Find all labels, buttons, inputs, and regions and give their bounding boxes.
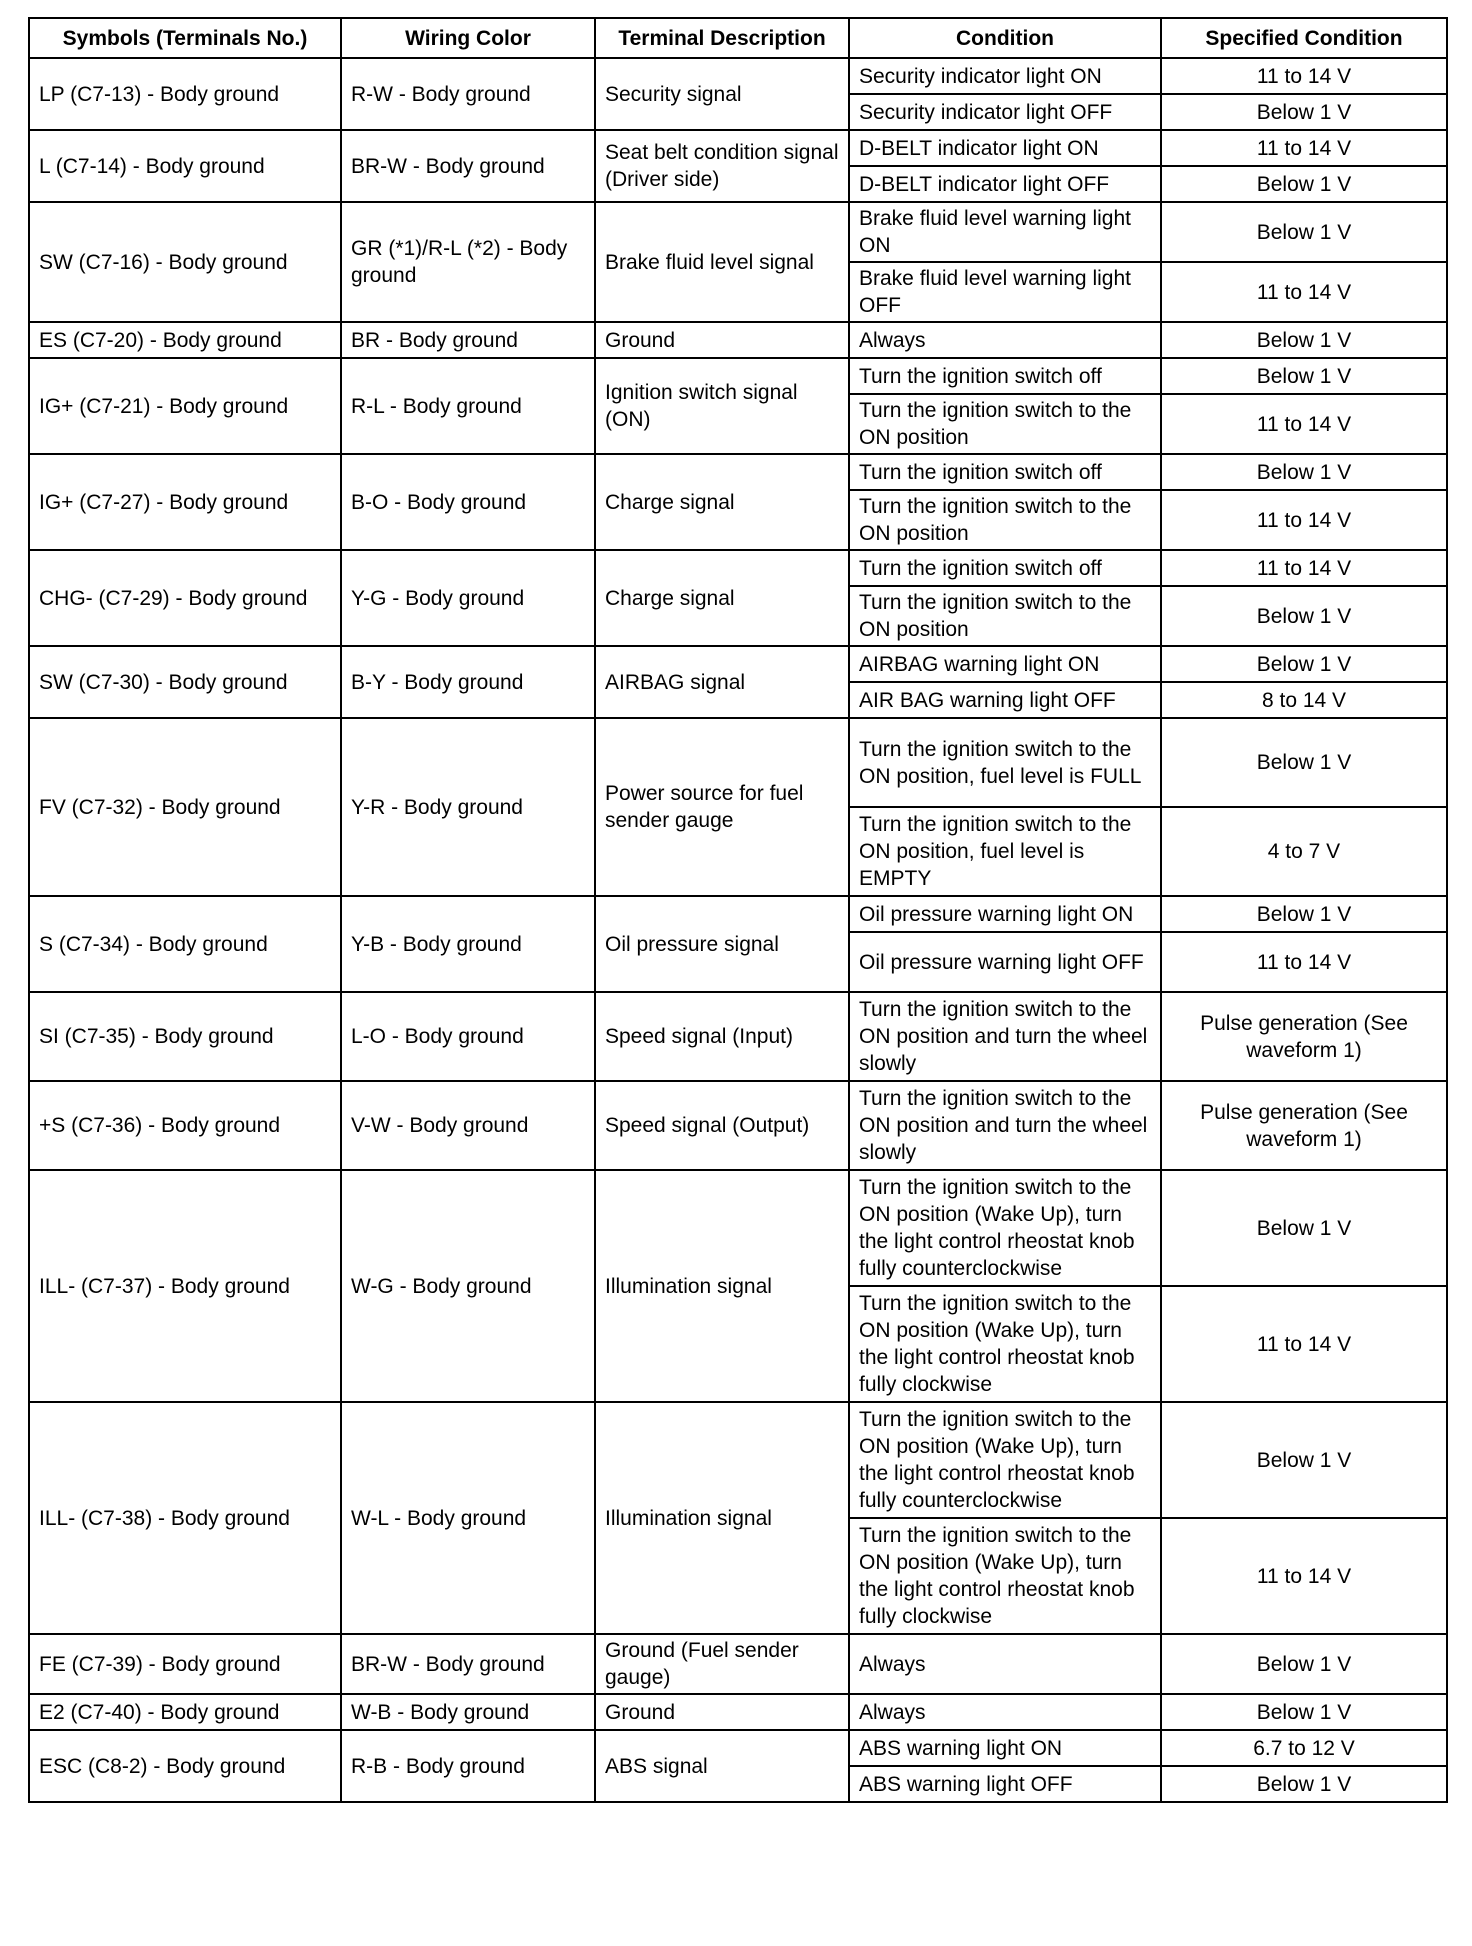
- spec-cell: 8 to 14 V: [1161, 682, 1447, 718]
- condition-cell: Always: [849, 1634, 1161, 1694]
- description-cell: Ignition switch signal (ON): [595, 358, 849, 454]
- spec-cell: Below 1 V: [1161, 718, 1447, 807]
- description-cell: Illumination signal: [595, 1402, 849, 1634]
- description-cell: Ground (Fuel sender gauge): [595, 1634, 849, 1694]
- wiring-cell: Y-R - Body ground: [341, 718, 595, 896]
- condition-cell: ABS warning light ON: [849, 1730, 1161, 1766]
- wiring-cell: V-W - Body ground: [341, 1081, 595, 1170]
- table-row: [29, 1730, 1447, 1766]
- terminal-spec-table: [28, 17, 1448, 1803]
- condition-cell: Turn the ignition switch to the ON position and turn the wheel slowly: [849, 992, 1161, 1081]
- condition-cell: Turn the ignition switch to the ON position: [849, 586, 1161, 646]
- condition-cell: Turn the ignition switch to the ON position, fuel level is FULL: [849, 718, 1161, 807]
- header-symbols: Symbols (Terminals No.): [29, 18, 341, 58]
- condition-cell: Turn the ignition switch to the ON position (Wake Up), turn the light control rheostat knob fully counterclockwise: [849, 1402, 1161, 1518]
- spec-cell: Below 1 V: [1161, 322, 1447, 358]
- symbol-cell: SW (C7-16) - Body ground: [29, 202, 341, 322]
- spec-cell: Below 1 V: [1161, 1170, 1447, 1286]
- table-row: [29, 1170, 1447, 1286]
- symbol-cell: CHG- (C7-29) - Body ground: [29, 550, 341, 646]
- table-row: [29, 1634, 1447, 1694]
- spec-cell: 11 to 14 V: [1161, 58, 1447, 94]
- header-condition: Condition: [849, 18, 1161, 58]
- symbol-cell: IG+ (C7-27) - Body ground: [29, 454, 341, 550]
- description-cell: Speed signal (Input): [595, 992, 849, 1081]
- spec-cell: Below 1 V: [1161, 896, 1447, 932]
- symbol-cell: LP (C7-13) - Body ground: [29, 58, 341, 130]
- table-row: [29, 1402, 1447, 1518]
- wiring-cell: W-G - Body ground: [341, 1170, 595, 1402]
- table-body: [29, 58, 1447, 1802]
- description-cell: Brake fluid level signal: [595, 202, 849, 322]
- table-row: [29, 358, 1447, 394]
- condition-cell: Turn the ignition switch to the ON position: [849, 394, 1161, 454]
- symbol-cell: L (C7-14) - Body ground: [29, 130, 341, 202]
- symbol-cell: SW (C7-30) - Body ground: [29, 646, 341, 718]
- table-row: [29, 1694, 1447, 1730]
- condition-cell: Turn the ignition switch to the ON position (Wake Up), turn the light control rheostat knob fully counterclockwise: [849, 1170, 1161, 1286]
- description-cell: Illumination signal: [595, 1170, 849, 1402]
- symbol-cell: +S (C7-36) - Body ground: [29, 1081, 341, 1170]
- spec-cell: Below 1 V: [1161, 358, 1447, 394]
- symbol-cell: IG+ (C7-21) - Body ground: [29, 358, 341, 454]
- description-cell: Oil pressure signal: [595, 896, 849, 992]
- table-row: [29, 322, 1447, 358]
- wiring-cell: R-W - Body ground: [341, 58, 595, 130]
- condition-cell: AIRBAG warning light ON: [849, 646, 1161, 682]
- spec-cell: Below 1 V: [1161, 1694, 1447, 1730]
- table-row: [29, 992, 1447, 1081]
- spec-cell: Pulse generation (See waveform 1): [1161, 992, 1447, 1081]
- spec-cell: 6.7 to 12 V: [1161, 1730, 1447, 1766]
- condition-cell: Turn the ignition switch off: [849, 550, 1161, 586]
- spec-cell: Pulse generation (See waveform 1): [1161, 1081, 1447, 1170]
- wiring-cell: W-L - Body ground: [341, 1402, 595, 1634]
- description-cell: Ground: [595, 1694, 849, 1730]
- spec-cell: Below 1 V: [1161, 166, 1447, 202]
- description-cell: Power source for fuel sender gauge: [595, 718, 849, 896]
- condition-cell: Turn the ignition switch off: [849, 454, 1161, 490]
- header-specified-condition: Specified Condition: [1161, 18, 1447, 58]
- table-row: [29, 1081, 1447, 1170]
- symbol-cell: ILL- (C7-38) - Body ground: [29, 1402, 341, 1634]
- symbol-cell: FE (C7-39) - Body ground: [29, 1634, 341, 1694]
- condition-cell: D-BELT indicator light ON: [849, 130, 1161, 166]
- spec-cell: Below 1 V: [1161, 1634, 1447, 1694]
- condition-cell: Always: [849, 1694, 1161, 1730]
- condition-cell: Turn the ignition switch to the ON position and turn the wheel slowly: [849, 1081, 1161, 1170]
- table-row: [29, 550, 1447, 586]
- wiring-cell: R-B - Body ground: [341, 1730, 595, 1802]
- symbol-cell: ILL- (C7-37) - Body ground: [29, 1170, 341, 1402]
- condition-cell: Turn the ignition switch to the ON position (Wake Up), turn the light control rheostat knob fully clockwise: [849, 1286, 1161, 1402]
- header-wiring-color: Wiring Color: [341, 18, 595, 58]
- condition-cell: AIR BAG warning light OFF: [849, 682, 1161, 718]
- spec-cell: Below 1 V: [1161, 1402, 1447, 1518]
- spec-cell: 11 to 14 V: [1161, 130, 1447, 166]
- spec-cell: Below 1 V: [1161, 454, 1447, 490]
- condition-cell: Turn the ignition switch to the ON position, fuel level is EMPTY: [849, 807, 1161, 896]
- spec-cell: 4 to 7 V: [1161, 807, 1447, 896]
- wiring-cell: BR-W - Body ground: [341, 130, 595, 202]
- table-row: [29, 202, 1447, 262]
- wiring-cell: Y-B - Body ground: [341, 896, 595, 992]
- wiring-cell: BR-W - Body ground: [341, 1634, 595, 1694]
- table-row: [29, 718, 1447, 807]
- header-terminal-description: Terminal Description: [595, 18, 849, 58]
- spec-cell: Below 1 V: [1161, 646, 1447, 682]
- table-row: [29, 454, 1447, 490]
- description-cell: Charge signal: [595, 550, 849, 646]
- table-row: [29, 130, 1447, 166]
- description-cell: Seat belt condition signal (Driver side): [595, 130, 849, 202]
- header-row: [29, 18, 1447, 58]
- symbol-cell: ESC (C8-2) - Body ground: [29, 1730, 341, 1802]
- symbol-cell: SI (C7-35) - Body ground: [29, 992, 341, 1081]
- symbol-cell: ES (C7-20) - Body ground: [29, 322, 341, 358]
- spec-cell: Below 1 V: [1161, 94, 1447, 130]
- description-cell: Speed signal (Output): [595, 1081, 849, 1170]
- description-cell: ABS signal: [595, 1730, 849, 1802]
- wiring-cell: L-O - Body ground: [341, 992, 595, 1081]
- condition-cell: Oil pressure warning light ON: [849, 896, 1161, 932]
- condition-cell: Turn the ignition switch to the ON position: [849, 490, 1161, 550]
- condition-cell: Brake fluid level warning light OFF: [849, 262, 1161, 322]
- condition-cell: Oil pressure warning light OFF: [849, 932, 1161, 992]
- terminal-spec-document: [28, 17, 1448, 1803]
- table-row: [29, 646, 1447, 682]
- symbol-cell: E2 (C7-40) - Body ground: [29, 1694, 341, 1730]
- symbol-cell: S (C7-34) - Body ground: [29, 896, 341, 992]
- condition-cell: Turn the ignition switch to the ON position (Wake Up), turn the light control rheostat knob fully clockwise: [849, 1518, 1161, 1634]
- wiring-cell: B-O - Body ground: [341, 454, 595, 550]
- wiring-cell: W-B - Body ground: [341, 1694, 595, 1730]
- table-row: [29, 58, 1447, 94]
- spec-cell: 11 to 14 V: [1161, 1518, 1447, 1634]
- condition-cell: Turn the ignition switch off: [849, 358, 1161, 394]
- spec-cell: Below 1 V: [1161, 202, 1447, 262]
- description-cell: Ground: [595, 322, 849, 358]
- spec-cell: Below 1 V: [1161, 1766, 1447, 1802]
- condition-cell: Brake fluid level warning light ON: [849, 202, 1161, 262]
- symbol-cell: FV (C7-32) - Body ground: [29, 718, 341, 896]
- description-cell: Security signal: [595, 58, 849, 130]
- condition-cell: Always: [849, 322, 1161, 358]
- description-cell: AIRBAG signal: [595, 646, 849, 718]
- spec-cell: 11 to 14 V: [1161, 262, 1447, 322]
- wiring-cell: R-L - Body ground: [341, 358, 595, 454]
- description-cell: Charge signal: [595, 454, 849, 550]
- condition-cell: Security indicator light ON: [849, 58, 1161, 94]
- wiring-cell: GR (*1)/R-L (*2) - Body ground: [341, 202, 595, 322]
- condition-cell: D-BELT indicator light OFF: [849, 166, 1161, 202]
- wiring-cell: BR - Body ground: [341, 322, 595, 358]
- table-row: [29, 896, 1447, 932]
- spec-cell: 11 to 14 V: [1161, 394, 1447, 454]
- spec-cell: 11 to 14 V: [1161, 490, 1447, 550]
- condition-cell: ABS warning light OFF: [849, 1766, 1161, 1802]
- spec-cell: 11 to 14 V: [1161, 932, 1447, 992]
- condition-cell: Security indicator light OFF: [849, 94, 1161, 130]
- wiring-cell: Y-G - Body ground: [341, 550, 595, 646]
- spec-cell: 11 to 14 V: [1161, 550, 1447, 586]
- spec-cell: Below 1 V: [1161, 586, 1447, 646]
- spec-cell: 11 to 14 V: [1161, 1286, 1447, 1402]
- wiring-cell: B-Y - Body ground: [341, 646, 595, 718]
